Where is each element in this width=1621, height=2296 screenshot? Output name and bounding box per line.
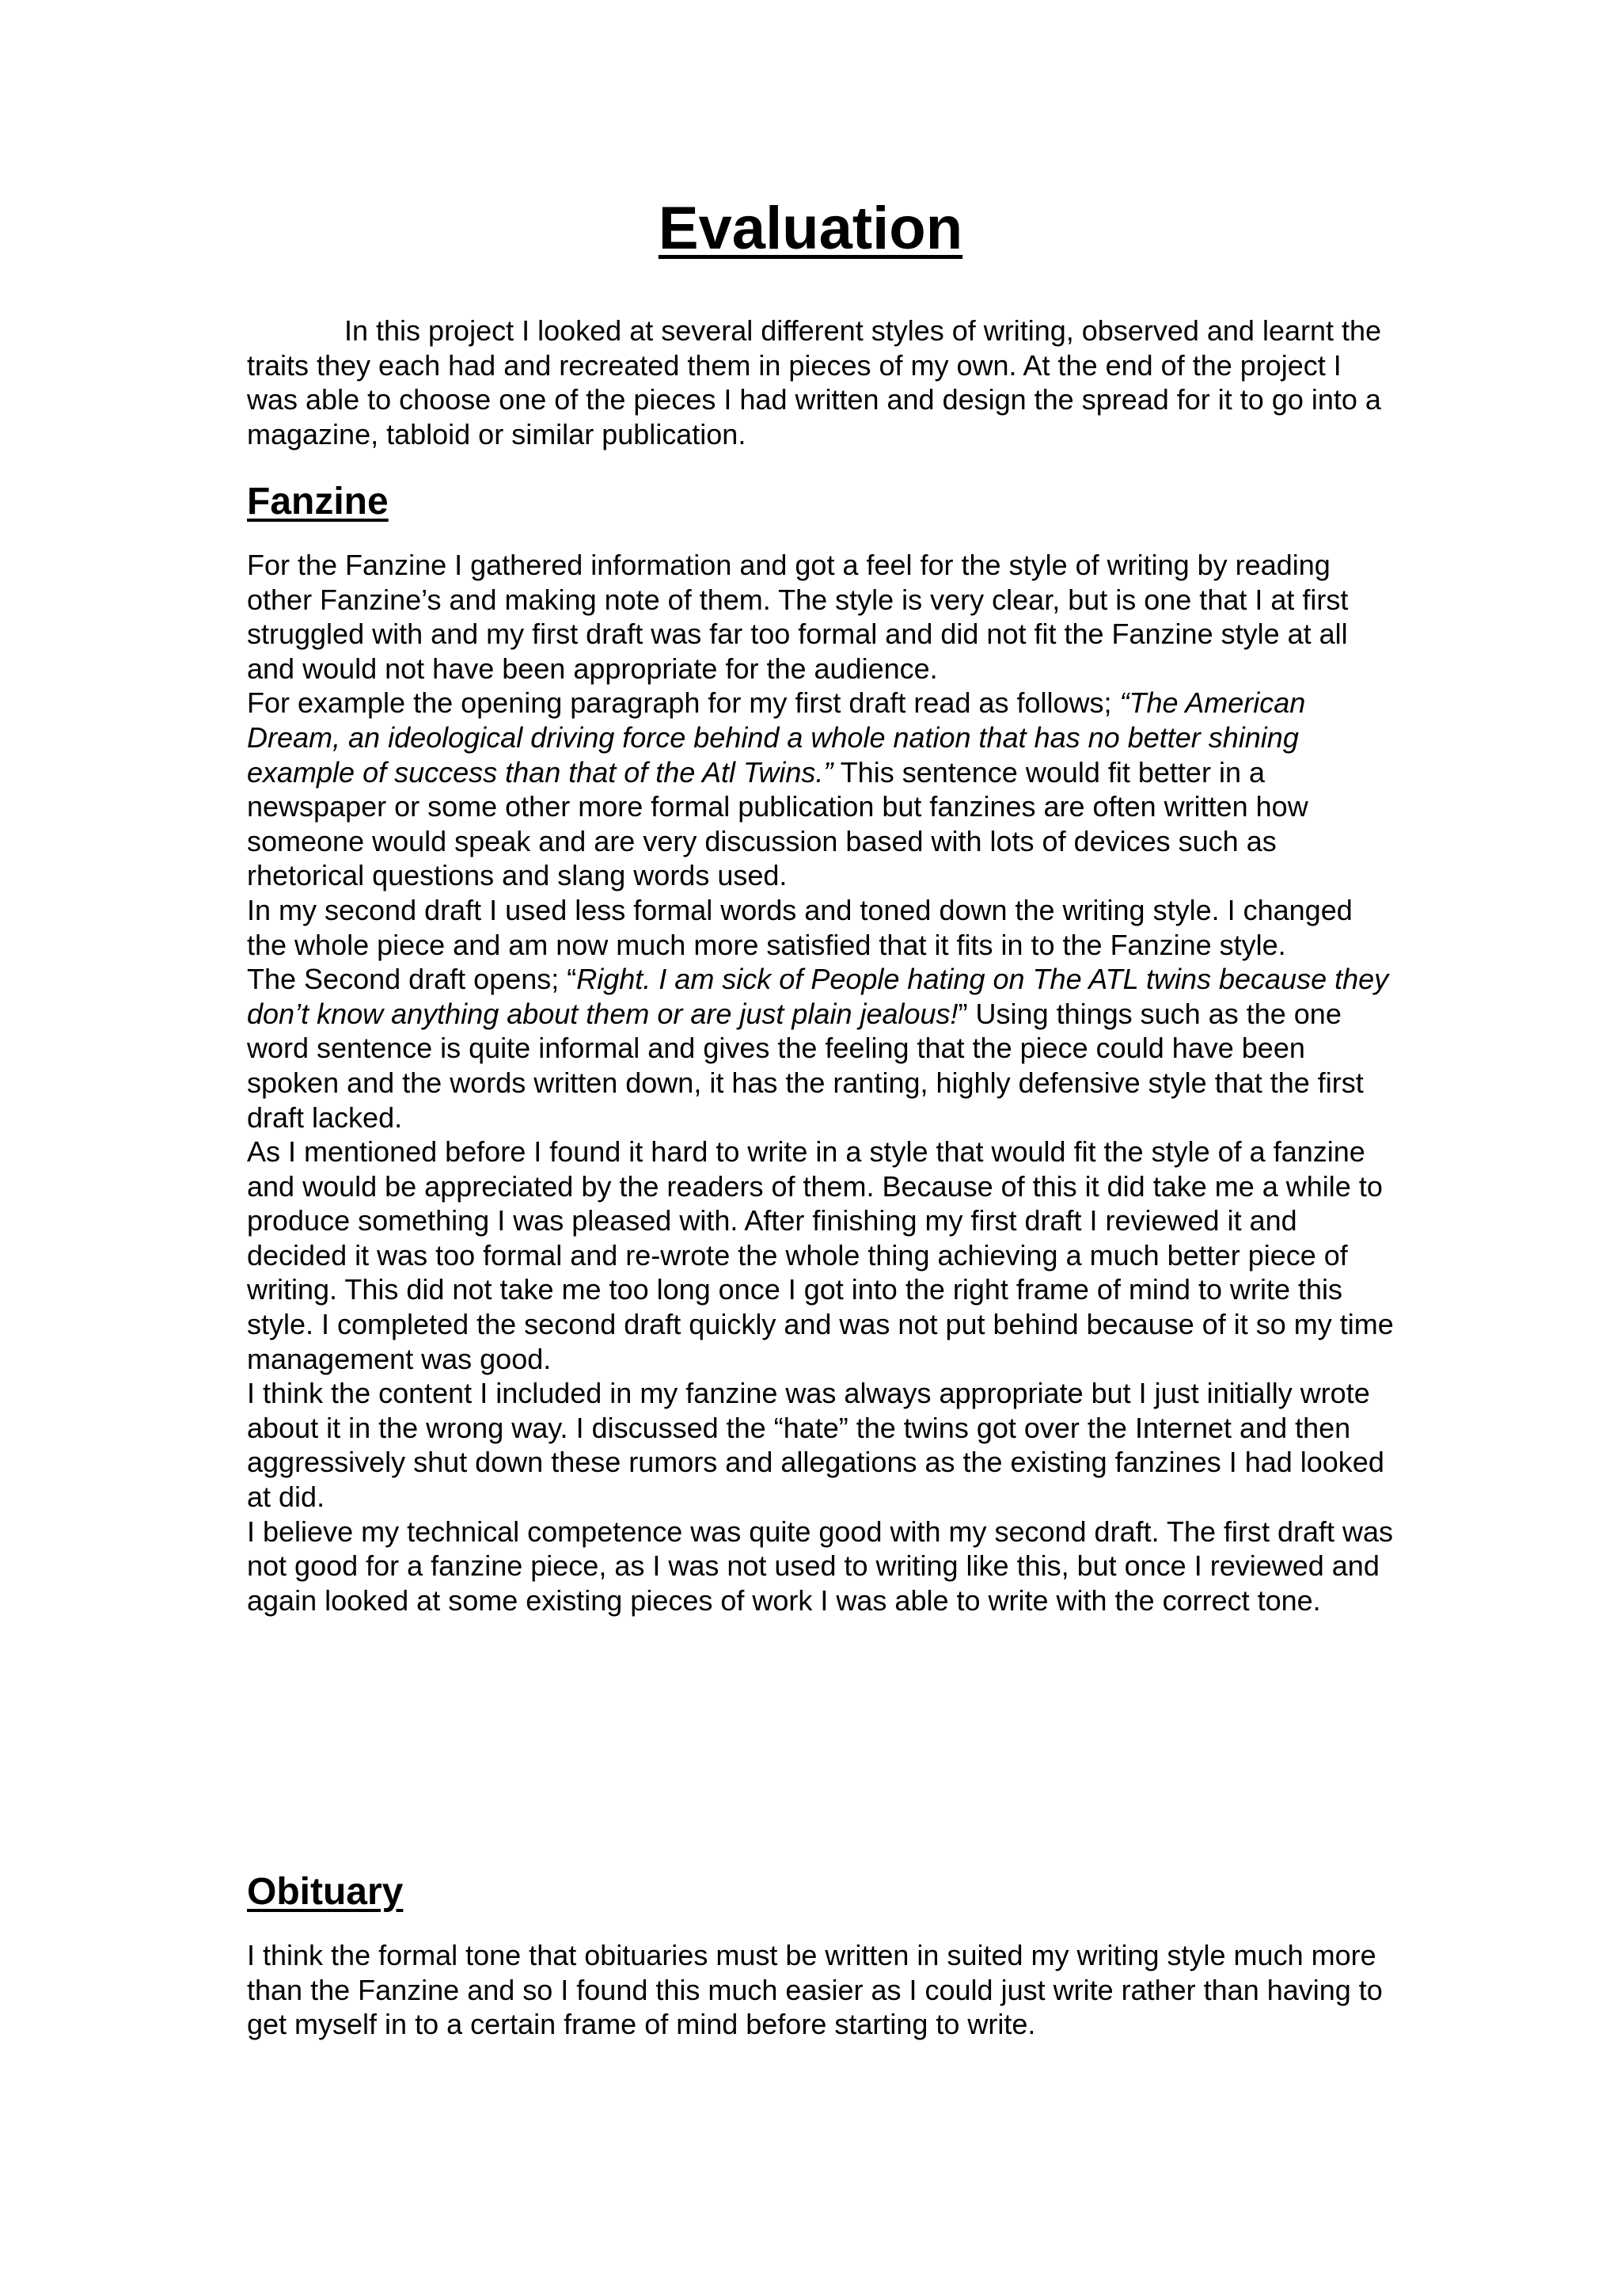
fanzine-paragraph-1: For the Fanzine I gathered information and got a feel for the style of writing by reading other Fanzine’s and making note of them. The style is very clear, but is one that I at first struggled with and my first draft was far too formal and did not fit the Fanzine style at all and would not have been appropriate for the audience.: [247, 549, 1349, 685]
paragraph-text: ” Using things such as the one word sentence is quite informal and gives the feeling that the piece could have been spoken and the words written down, it has the ranting, highly defensive style that the first draft lacked.: [247, 997, 1364, 1134]
document-title: Evaluation: [658, 195, 963, 262]
fanzine-section-body: [247, 548, 1395, 1617]
fanzine-paragraph-2: [247, 686, 1395, 893]
obituary-section-body: [247, 1938, 1395, 2042]
first-draft-quote: “The American Dream, an ideological driving force behind a whole nation that has no better shining example of success than that of the Atl Twins.”: [247, 686, 1306, 789]
fanzine-paragraph-7: I believe my technical competence was quite good with my second draft. The first draft was not good for a fanzine piece, as I was not used to writing like this, but once I reviewed and again looked at some existing pieces of work I was able to write with the correct tone.: [247, 1515, 1394, 1617]
intro-paragraph: In this project I looked at several different styles of writing, observed and learnt the traits they each had and recreated them in pieces of my own. At the end of the project I was able to choose one of the pieces I had written and design the spread for it to go into a magazine, tabloid or similar publication.: [247, 314, 1382, 450]
fanzine-paragraph-4: [247, 962, 1395, 1135]
section-heading-fanzine: Fanzine: [247, 481, 389, 523]
obituary-paragraph-1: I think the formal tone that obituaries must be written in suited my writing style much more than the Fanzine and so I found this much easier as I could just write rather than having to get myself in to a certain frame of mind before starting to write.: [247, 1939, 1383, 2041]
paragraph-text: This sentence would fit better in a newspaper or some other more formal publication but fanzines are often written how someone would speak and are very discussion based with lots of devices such as rhetorical questions and slang words used.: [247, 755, 1308, 892]
fanzine-paragraph-6: I think the content I included in my fanzine was always appropriate but I just initially wrote about it in the wrong way. I discussed the “hate” the twins got over the Internet and then aggressively shut down these rumors and allegations as the existing fanzines I had looked at did.: [247, 1377, 1384, 1514]
second-draft-quote: Right. I am sick of People hating on The ATL twins because they don’t know anything about them or are just plain jealous!: [247, 963, 1389, 1030]
section-heading-obituary: Obituary: [247, 1871, 404, 1913]
fanzine-paragraph-5: As I mentioned before I found it hard to write in a style that would fit the style of a fanzine and would be appreciated by the readers of them. Because of this it did take me a while to produce something I was pleased with. After finishing my first draft I reviewed it and decided it was too formal and re-wrote the whole thing achieving a much better piece of writing. This did not take me too long once I got into the right frame of mind to write this style. I completed the second draft quickly and was not put behind because of it so my time management was good.: [247, 1135, 1394, 1375]
paragraph-text: The Second draft opens; “: [247, 963, 577, 996]
paragraph-text: For example the opening paragraph for my first draft read as follows;: [247, 686, 1120, 720]
fanzine-paragraph-3: In my second draft I used less formal words and toned down the writing style. I changed the whole piece and am now much more satisfied that it fits in to the Fanzine style.: [247, 893, 1353, 961]
